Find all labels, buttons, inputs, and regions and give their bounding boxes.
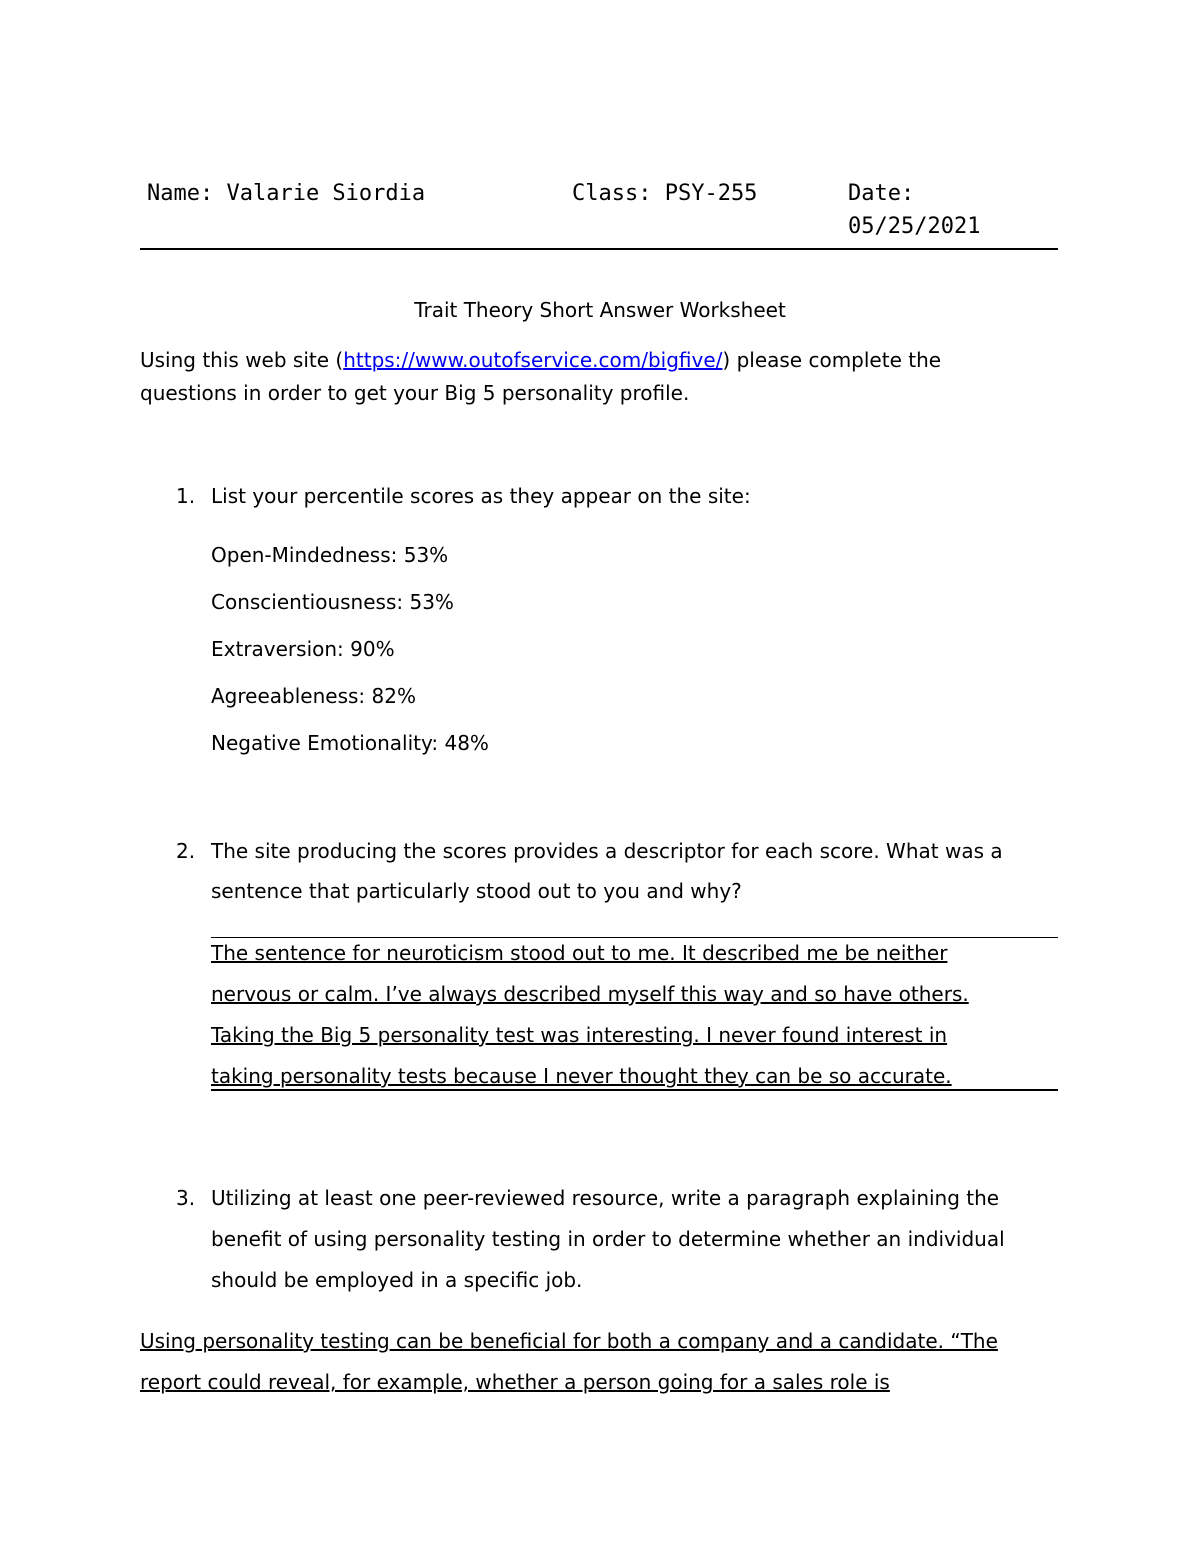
q2-answer-bottom-rule [211, 1089, 1058, 1091]
q3-line-2: benefit of using personality testing in order to determine whether an individual [211, 1227, 1005, 1251]
score-conscientiousness: Conscientiousness: 53% [211, 590, 454, 614]
q3-line-3: should be employed in a specific job. [211, 1268, 583, 1292]
intro-line-1 [140, 344, 941, 376]
q2-answer-line-2: nervous or calm. I’ve always described myself this way and so have others. [211, 982, 969, 1006]
q2-answer-line-3: Taking the Big 5 personality test was interesting. I never found interest in [211, 1023, 948, 1047]
q2-line-2: sentence that particularly stood out to you and why? [211, 879, 742, 903]
bigfive-link[interactable]: https://www.outofservice.com/bigfive/ [343, 348, 723, 372]
student-name: Name: Valarie Siordia [147, 181, 426, 206]
score-extraversion: Extraversion: 90% [211, 637, 395, 661]
q3-number: 3. [176, 1186, 196, 1210]
header-divider [140, 248, 1058, 250]
q1-number: 1. [176, 484, 196, 508]
class-label: Class: PSY-255 [572, 181, 758, 206]
score-agreeableness: Agreeableness: 82% [211, 684, 416, 708]
q3-line-1: Utilizing at least one peer-reviewed resource, write a paragraph explaining the [211, 1186, 1000, 1210]
q2-number: 2. [176, 839, 196, 863]
intro-prefix: Using this web site ( [140, 348, 344, 372]
date-label: Date: [848, 181, 915, 206]
score-open-mindedness: Open-Mindedness: 53% [211, 543, 449, 567]
q1-text: List your percentile scores as they appear on the site: [211, 484, 751, 508]
q2-line-1: The site producing the scores provides a descriptor for each score. What was a [211, 839, 1003, 863]
q3-answer-line-2: report could reveal, for example, whether a person going for a sales role is [140, 1370, 890, 1394]
intro-suffix: ) please complete the [722, 348, 942, 372]
q2-answer-line-1: The sentence for neuroticism stood out to me. It described me be neither [211, 941, 948, 965]
intro-line-2: questions in order to get your Big 5 personality profile. [140, 381, 690, 405]
q3-answer-line-1: Using personality testing can be beneficial for both a company and a candidate. “The [140, 1329, 998, 1353]
q2-answer-line-4: taking personality tests because I never thought they can be so accurate. [211, 1064, 952, 1088]
score-negative-emotionality: Negative Emotionality: 48% [211, 731, 489, 755]
date-value: 05/25/2021 [848, 214, 981, 239]
worksheet-title: Trait Theory Short Answer Worksheet [414, 298, 786, 322]
